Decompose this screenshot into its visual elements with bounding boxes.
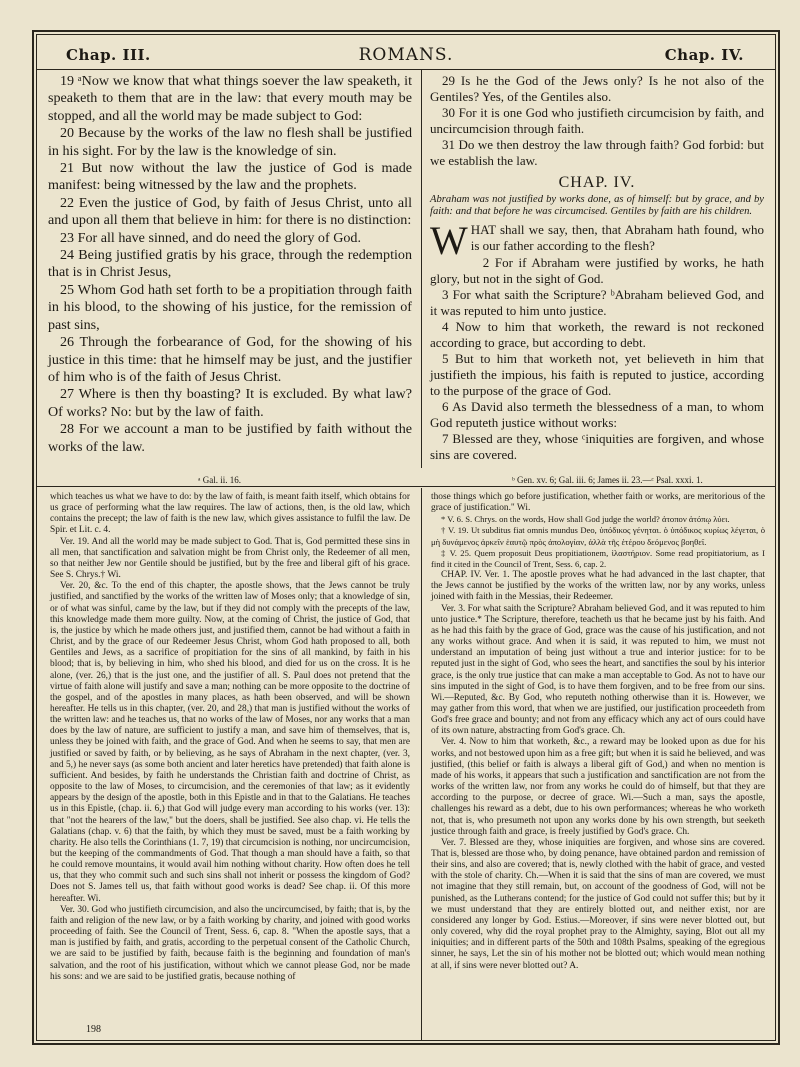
commentary-note: Ver. 7. Blessed are they, whose iniquities are forgiven, and whose sins are covered. That is, blessed are those who, by doing penance, have obtained pardon and remission of their sins, and also are covered; that is, newly clothed with the habit of grace, and vested with the stole of charity. Ch.—When it is said that the sins of man are covered, we must not imagine that they still remain, but, on account of the goodness of God, will not be punished, as the Lutherans contend; for the justice of God could not suffer this; but by it we must understand that they are entirely blotted out, and neither exist, nor are considered any longer by God. Estius.—Moreover, if sins were never blotted out, but only covered, why did the royal prophet pray to the Almighty, saying, Blot out all my iniquities; and in different parts of the 50th and 108th Psalms, speaking of the egregious sinner, he says, Let the sin of his mother not be blotted out; which would mean nothing at all, if sins were never blotted out? A.: [431, 837, 765, 971]
verse: 26 Through the forbearance of God, for the showing of his justice in this time: that he himself may be just, and the justifier of him who is of the faith of Jesus Christ.: [48, 334, 412, 385]
commentary-note: those things which go before justification, whether faith or works, are meritorious of the grace of justification." Wi.: [431, 492, 765, 514]
column-divider: [421, 70, 422, 468]
verse: 21 But now without the law the justice of God is made manifest: being witnessed by the law and the prophets.: [48, 160, 412, 194]
verse: 28 For we account a man to be justified by faith without the works of the law.: [48, 421, 412, 455]
verse: 30 For it is one God who justifieth circumcision by faith, and uncircumcision through faith.: [430, 105, 764, 137]
footnote: ‡ V. 25. Quem proposuit Deus propitiationem, ἱλαστήριον. Some read propitiatorium, as I find it cited in the Council of Trent, Sess. 6, cap. 2.: [431, 547, 765, 569]
commentary-note: Ver. 4. Now to him that worketh, &c., a reward may be looked upon as due for his works, and not bestowed upon him as a free gift; but when it is said he believed, and was justified, (this belief or faith is always a liberal gift of God,) and when no mention is made of his works, it appears that such a justification and sanctification are not from the works of the written law, nor from any works he could do of himself, but that they are according to the purpose, or decree of grace. Wi.—Such a man, says the apostle, challenges his reward as a debt, due to his own performances; whereas he who worketh not, that is, who presumeth not upon any works done by his own strength, but seeketh justice through faith and grace, is freely justified by God's grace. Ch.: [431, 737, 765, 837]
verse: 3 For what saith the Scripture? ᵇAbraham believed God, and it was reputed to him unto justice.: [430, 286, 764, 318]
page-number: 198: [86, 1024, 101, 1035]
header-book-title: ROMANS.: [358, 45, 454, 65]
verse: 5 But to him that worketh not, yet believeth in him that justifieth the impious, his faith is reputed to justice, according to the purpose of the grace of God.: [430, 350, 764, 399]
cross-reference-right: ᵇ Gen. xv. 6; Gal. iii. 6; James ii. 23.—ᶜ Psal. xxxi. 1.: [512, 475, 703, 485]
header-right-chapter: Chap. IV.: [664, 46, 744, 64]
verse: 31 Do we then destroy the law through faith? God forbid: but we establish the law.: [430, 137, 764, 169]
left-text-column: [48, 73, 412, 456]
right-notes-column: [431, 492, 765, 972]
notes-rule: [37, 486, 775, 487]
verse: 20 Because by the works of the law no flesh shall be justified in his sight. For by the law is the knowledge of sin.: [48, 125, 412, 159]
right-text-column: [430, 73, 764, 464]
commentary-note: Ver. 19. And all the world may be made subject to God. That is, God permitted these sins in all men, that sanctification and salvation might be from Christ only, the Redeemer of all men, so that neither Jew nor Gentile should be justified, but by the free and liberal gift of his grace. See S. Chrys.† Wi.: [50, 536, 410, 581]
verse: 23 For all have sinned, and do need the glory of God.: [60, 229, 361, 246]
footnote: * V. 6. S. Chrys. on the words, How shall God judge the world? ἀτοπον ἀτόπῳ λύει.: [441, 514, 730, 525]
verse: 6 As David also termeth the blessedness of a man, to whom God reputeth justice without works:: [430, 399, 764, 431]
verse: 27 Where is then thy boasting? It is excluded. By what law? Of works? No: but by the law of faith.: [48, 386, 412, 420]
verse: 24 Being justified gratis by his grace, through the redemption that is in Christ Jesus,: [48, 247, 412, 281]
header-rule: [37, 69, 775, 70]
footnote: † V. 19. Ut subditus fiat omnis mundus Deo, ὑπόδικος γένηται. ὁ ὑπόδικος κυρίως λέγεται, ὁ μὴ δυνάμενος ἀρκεῖν ἑαυτῷ πρὸς ἀπολογίαν, ἀλλὰ τῆς ἑτέρου δεόμενος βοηθεῖ.: [431, 525, 765, 547]
running-header: [40, 40, 772, 70]
verse: 19 ᵃNow we know that what things soever the law speaketh, it speaketh to them that are in the law: that every mouth may be stopped, and all the world may be made subject to God:: [48, 73, 412, 124]
commentary-note: Ver. 3. For what saith the Scripture? Abraham believed God, and it was reputed to him unto justice.* The Scripture, therefore, teacheth us that he became just by his faith. And as he had this faith by the grace of God, grace was the cause of his justification, and not any works without grace. And when it is said, it was reputed to him, we must not understand an imputation of being just without a true and interior justice: for to be reputed just in the sight of God, who sees the heart, and sanctifies the soul by his interior grace, is the only true justice that can make a man acceptable to God. As not to have our sins imputed in the sight of God, is to have them forgiven, and to be free from our sins. Wi.—Reputed, &c. By God, who reputeth nothing otherwise than it is. However, we may gather from this word, that when we are justified, our justification proceedeth from God's free grace and bounty; and not from any efficacy which any act of ours could have of its own nature, abstracting from God's grace. Ch.: [431, 603, 765, 737]
verse: 4 Now to him that worketh, the reward is not reckoned according to grace, but according to debt.: [430, 318, 764, 350]
chapter-heading: CHAP. IV.: [558, 174, 636, 192]
verse: 29 Is he the God of the Jews only? Is he not also of the Gentiles? Yes, of the Gentiles also.: [430, 73, 764, 105]
commentary-note: which teaches us what we have to do: by the law of faith, is meant faith itself, which obtains for us grace of performing what the law requires. The law of actions, then, is the old law, which contains the precept; the law of faith is the new law, which gives assistance to fulfil the law. De Spir. et Lit. c. 4.: [50, 492, 410, 536]
left-notes-column: [50, 492, 410, 983]
verse: [430, 218, 764, 264]
notes-column-divider: [421, 488, 422, 1040]
verse: 22 Even the justice of God, by faith of Jesus Christ, unto all and upon all them that believe in him: for there is no distinction:: [48, 194, 412, 229]
commentary-note: Ver. 20, &c. To the end of this chapter, the apostle shows, that the Jews cannot be truly justified, and sanctified by the works of the written law of Moses only; that a knowledge of sin, or of what was sinful, came by the law, but if they did not comply with the precepts of the law, this knowledge made them more guilty. Now, at the coming of Christ, the justice of God, that is, the justice by which he made others just, and justified them, cannot be had without a faith in Christ, and by the grace of our Redeemer Jesus Christ, whom God hath proposed to all, both Gentiles and Jews, as a sacrifice of propitiation for the sins of all mankind, by faith in his blood; that is, by believing in him, who shed his blood, and died for us on the cross. It is he alone, (ver. 26,) that is the just one, and the justifier of all. S. Paul does not pretend that the virtue of faith alone will justify and save a man; nothing can be more opposite to the doctrine of the gospel, and of the apostles in many places, as hath been observed, and will be shown hereafter. He tells us in this chapter, (ver. 20, and 28,) that man is justified without the works of the written law: and he teaches us, that no works of the law of Moses, nor any works that a man does by the law of nature, are sufficient to justify a man, and save him of themselves, that is, unless they be joined with faith, and the grace of God. And when he seems to say, that men are justified or saved by faith, or by believing, as he says of Abraham in the next chapter, (ver. 3, and 5,) he never says (as some both ancient and later heretics have pretended) that faith alone is sufficient. And besides, by faith he understands the Christian faith and doctrine of Christ, as opposite to the law of Moses, to circumcision, and the ceremonies of that law; as it evidently appears by the design of the apostle, both in this Epistle and in that to the Galatians. He teaches us in this Epistle, (chap. ii. 6,) that God will judge every man according to his works (ver. 13): that "not the hearers of the law," but the doers, shall be justified. See also chap. vi. He tells the Galatians (chap. v. 6) that the faith, by which they must be saved, must be a faith working by charity. He also tells the Corinthians (1. 7, 19) that circumcision is nothing, nor uncircumcision, but the keeping of the commandments of God. That though a man should have a faith, so that he could remove mountains, it would avail him nothing without charity. How often does he tell us, that they who commit such and such sins shall not inherit or possess the kingdom of God? Does not S. James tell us, that faith without good works is dead? See chap. ii. Of this more hereafter. Wi.: [50, 581, 410, 904]
verse: 25 Whom God hath set forth to be a propitiation through faith in his blood, to the showing of his justice, for the remission of past sins,: [48, 281, 412, 333]
verse: 2 For if Abraham were justified by works, he hath glory, but not in the sight of God.: [430, 254, 764, 286]
header-left-chapter: Chap. III.: [66, 46, 151, 64]
verse-text: HAT shall we say, then, that Abraham hath found, who is our father according to the flesh?: [470, 222, 764, 254]
commentary-note: Ver. 30. God who justifieth circumcision, and also the uncircumcised, by faith; that is, by the faith and religion of the new law, or by a faith working by charity, and joined with good works proceeding of faith. See the Council of Trent, Sess. 6, cap. 8. "When the apostle says, that a man is justified by faith, and gratis, according to the perpetual consent of the Catholic Church, we are said to be justified by faith, because faith is the beginning and foundation of man's salvation, and the root of his justification, without which we cannot please God, nor be made his sons: and we are said to be justified gratis, because nothing of: [50, 904, 410, 982]
commentary-note: CHAP. IV. Ver. 1. The apostle proves what he had advanced in the last chapter, that the Jews cannot be justified by the works of the written law, nor by any works, unless joined with faith in the Messias, their Redeemer.: [431, 570, 765, 603]
chapter-summary: Abraham was not justified by works done, as of himself: but by grace, and by faith: and that before he was circumcised. Gentiles by faith are his children.: [430, 193, 764, 217]
verse: 7 Blessed are they, whose ᶜiniquities are forgiven, and whose sins are covered.: [430, 431, 764, 463]
drop-cap: W: [430, 218, 468, 264]
cross-reference-left: ᵃ Gal. ii. 16.: [198, 475, 241, 485]
